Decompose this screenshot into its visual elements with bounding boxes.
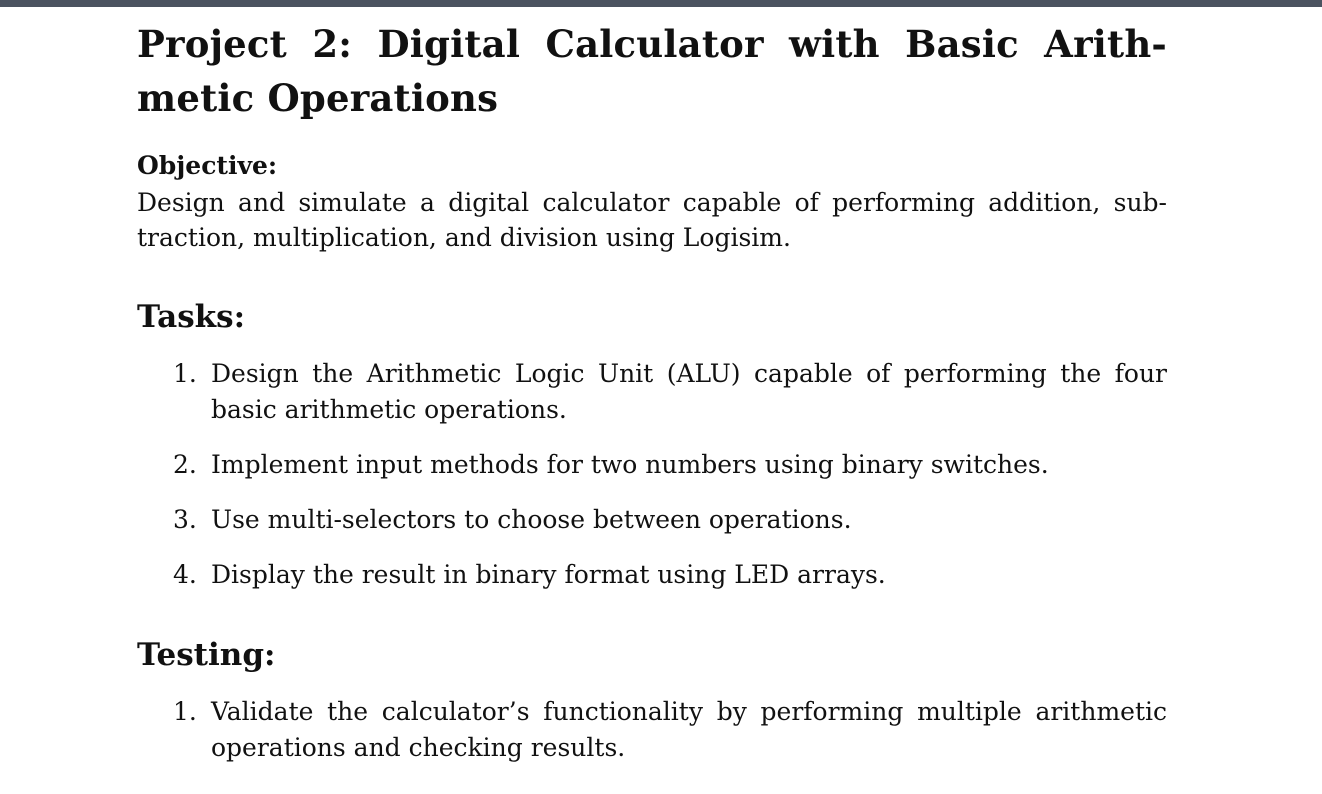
list-item-text <box>211 694 1167 766</box>
list-item-number: 4. <box>173 560 197 589</box>
project-title-line-1: Project 2: Digital Calculator with Basic Arith- <box>137 22 1167 66</box>
testing-heading: Testing: <box>137 637 276 673</box>
list-item-number: 3. <box>173 505 197 534</box>
project-title <box>137 17 1167 125</box>
list-item-line-1: Validate the calculator’s functionality by performing multiple arithmetic <box>211 697 1167 726</box>
objective-line-1: Design and simulate a digital calculator capable of performing addition, sub- <box>137 188 1167 217</box>
list-item-text <box>211 356 1167 428</box>
list-item-line-1: Use multi-selectors to choose between operations. <box>211 505 852 534</box>
list-item-text <box>211 502 1167 538</box>
list-item-text <box>211 557 1167 593</box>
list-item-text <box>211 447 1167 483</box>
list-item-line-1: Implement input methods for two numbers using binary switches. <box>211 450 1049 479</box>
tasks-heading: Tasks: <box>137 299 246 335</box>
list-item-line-2: basic arithmetic operations. <box>211 395 567 424</box>
list-item-number: 1. <box>173 697 197 726</box>
objective-line-2: traction, multiplication, and division using Logisim. <box>137 223 791 252</box>
list-item-number: 2. <box>173 450 197 479</box>
list-item-line-1: Display the result in binary format using LED arrays. <box>211 560 886 589</box>
objective-label: Objective: <box>137 151 278 180</box>
objective-paragraph <box>137 185 1167 255</box>
project-title-line-2: metic Operations <box>137 76 499 120</box>
list-item-number: 1. <box>173 359 197 388</box>
list-item-line-2: operations and checking results. <box>211 733 626 762</box>
list-item-line-1: Design the Arithmetic Logic Unit (ALU) capable of performing the four <box>211 359 1167 388</box>
window-top-bar <box>0 0 1322 7</box>
